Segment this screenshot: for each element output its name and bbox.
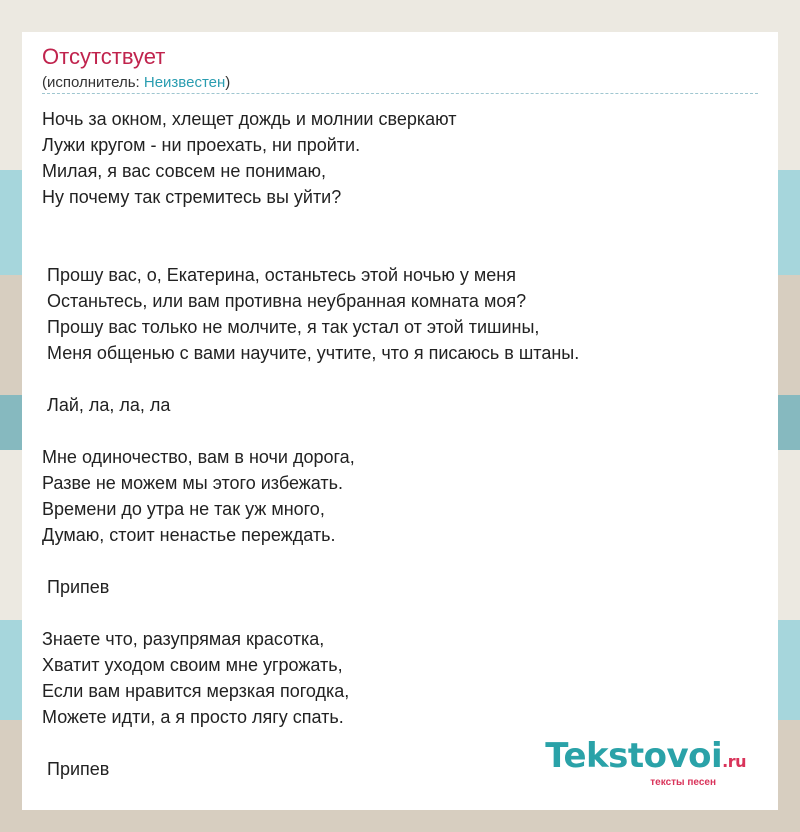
artist-link[interactable]: Неизвестен — [143, 74, 226, 91]
lyric-line: Прошу вас, о, Екатерина, останьтесь этой ночью у меня — [42, 265, 516, 285]
lyric-line — [42, 236, 742, 262]
logo-wordmark — [545, 736, 746, 779]
lyric-line: Ночь за окном, хлещет дождь и молнии сверкают — [42, 109, 457, 129]
lyric-line: Времени до утра не так уж много, — [42, 499, 325, 519]
lyric-line: Останьтесь, или вам противна неубранная комната моя? — [42, 291, 527, 311]
lyric-line: Ну почему так стремитесь вы уйти? — [42, 187, 342, 207]
artist-line — [42, 74, 230, 92]
lyric-line: Прошу вас только не молчите, я так устал от этой тишины, — [42, 317, 540, 337]
lyric-line — [42, 418, 742, 444]
lyric-line: Разве не можем мы этого избежать. — [42, 473, 344, 493]
lyric-line — [42, 600, 742, 626]
lyrics-card — [22, 32, 778, 810]
lyric-line: Знаете что, разупрямая красотка, — [42, 629, 325, 649]
lyric-line: Можете идти, а я просто лягу спать. — [42, 707, 344, 727]
artist-prefix: (исполнитель: — [42, 74, 144, 91]
lyric-line: Припев — [42, 759, 110, 779]
lyrics-body — [42, 106, 742, 782]
lyric-line: Думаю, стоит ненастье переждать. — [42, 525, 336, 545]
lyric-line: Меня общенью с вами научите, учтите, что я писаюсь в штаны. — [42, 343, 580, 363]
logo-tagline: тексты песен — [650, 777, 716, 788]
lyric-line — [42, 366, 742, 392]
lyric-line: Лужи кругом - ни проехать, ни пройти. — [42, 135, 361, 155]
lyric-line: Милая, я вас совсем не понимаю, — [42, 161, 326, 181]
lyric-line — [42, 210, 742, 236]
site-logo[interactable] — [545, 736, 746, 788]
lyric-line: Хватит уходом своим мне угрожать, — [42, 655, 343, 675]
lyric-line: Припев — [42, 577, 110, 597]
divider — [42, 93, 758, 94]
lyric-line: Если вам нравится мерзкая погодка, — [42, 681, 350, 701]
lyric-line — [42, 548, 742, 574]
logo-name: Tekstovoi — [545, 736, 723, 776]
lyric-line: Лай, ла, ла, ла — [42, 395, 171, 415]
artist-suffix: ) — [225, 74, 231, 91]
song-title: Отсутствует — [42, 44, 166, 69]
logo-tld: .ru — [722, 752, 746, 771]
lyric-line: Мне одиночество, вам в ночи дорога, — [42, 447, 355, 467]
